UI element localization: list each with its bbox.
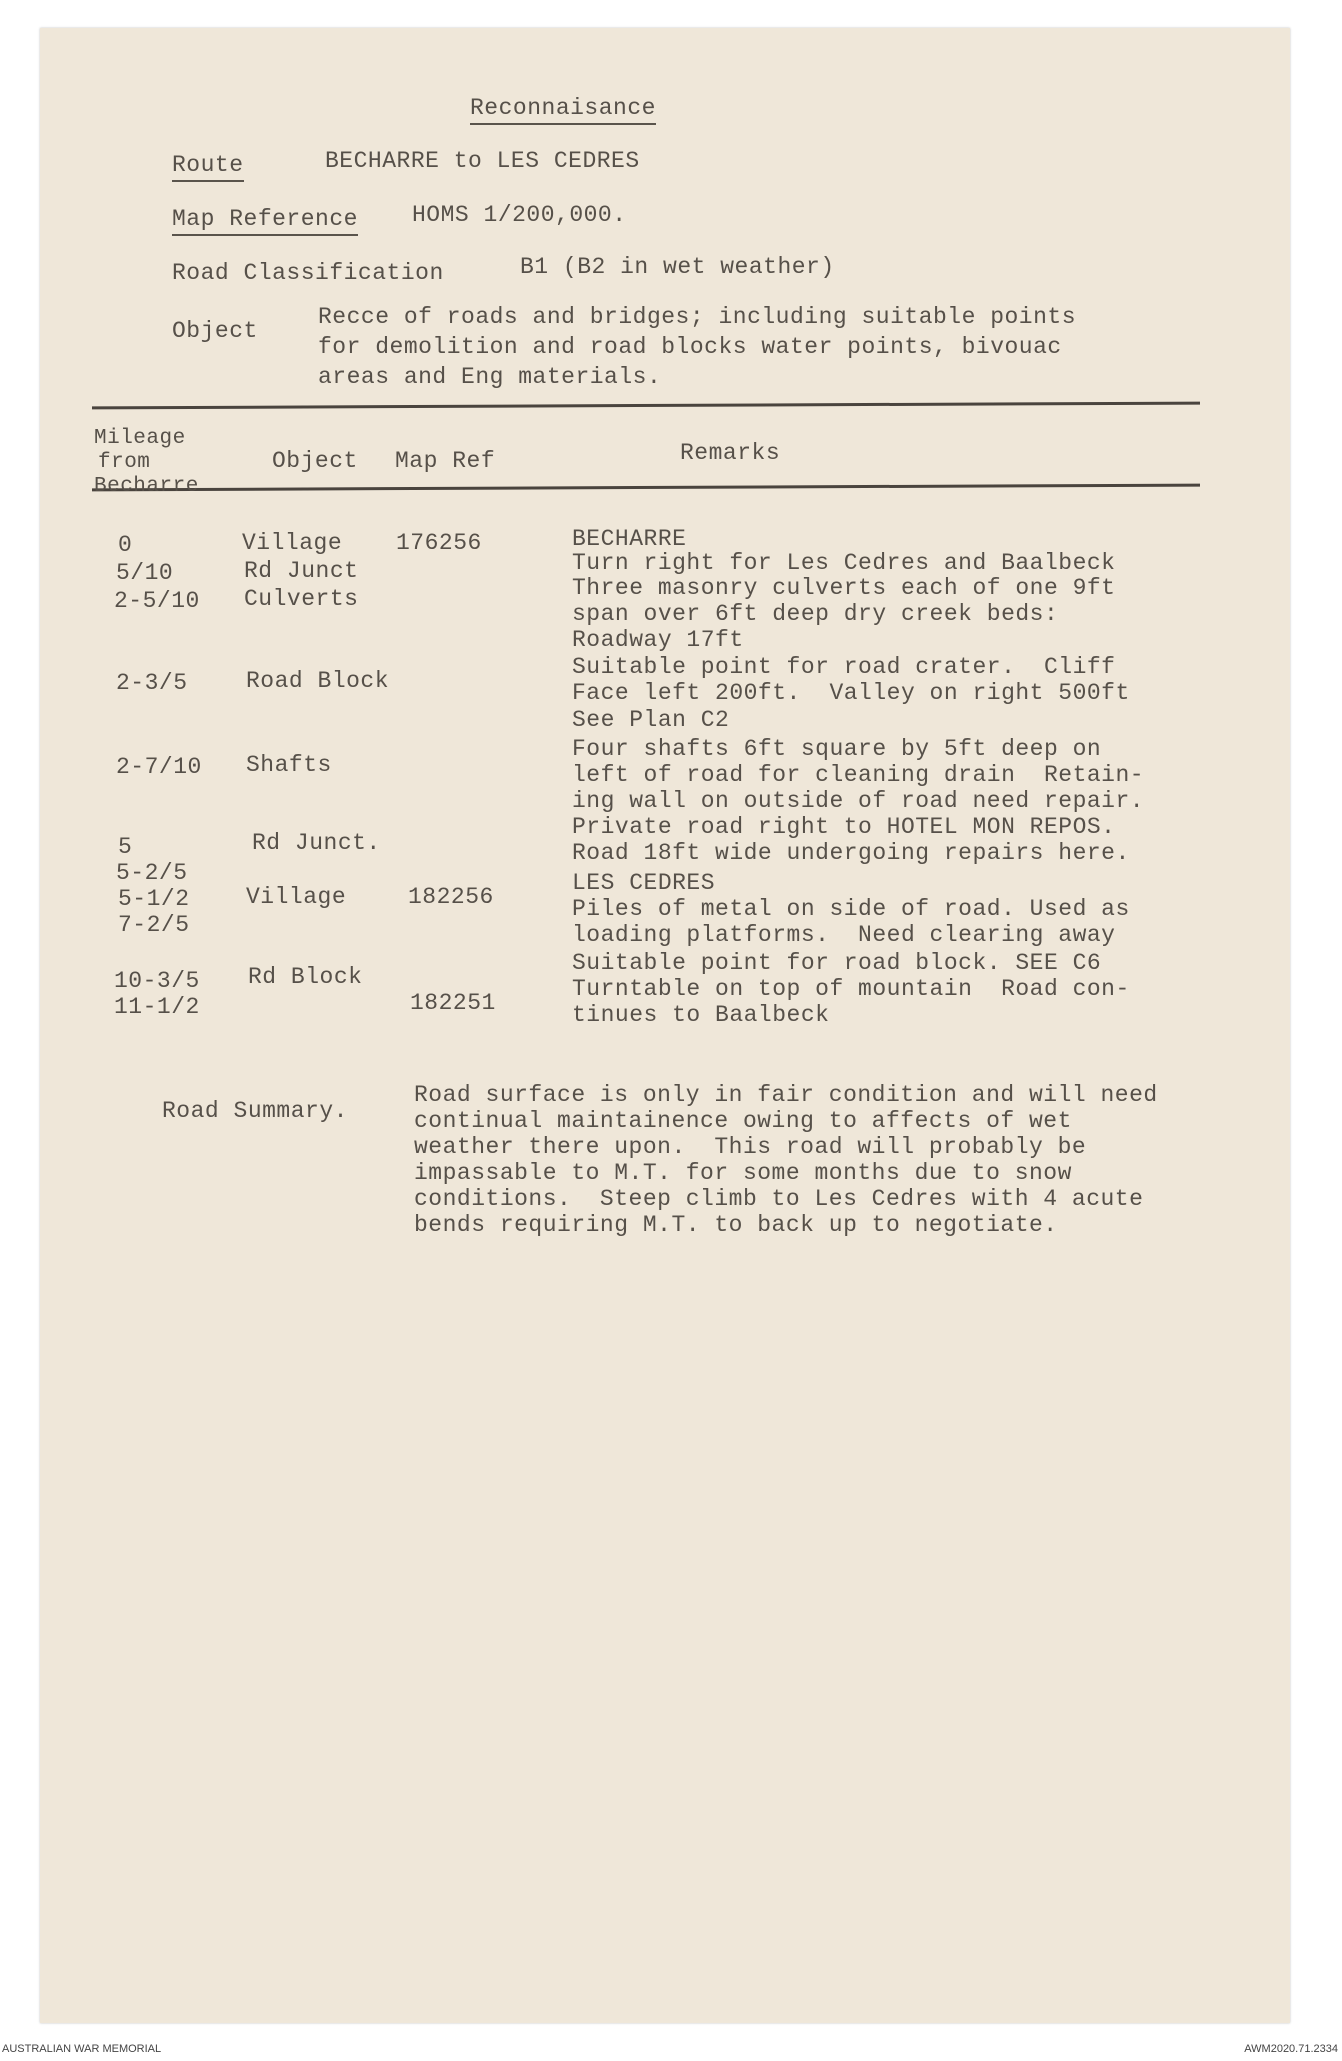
- footer-accession-number: AWM2020.71.2334: [1244, 2043, 1338, 2055]
- header-mileage: Becharre: [94, 475, 199, 498]
- header-mileage: from: [98, 451, 151, 474]
- remark-line: Piles of metal on side of road. Used as: [572, 896, 1130, 922]
- object-cell: Village: [246, 884, 347, 910]
- map-ref-cell: 176256: [396, 530, 482, 556]
- remark-line: Private road right to HOTEL MON REPOS.: [572, 814, 1116, 840]
- route-label: Route: [172, 152, 244, 182]
- summary-line: conditions. Steep climb to Les Cedres with 4 acute: [414, 1186, 1144, 1212]
- remark-line: Roadway 17ft: [572, 627, 744, 653]
- mileage-cell: 2-5/10: [114, 588, 200, 614]
- summary-line: bends requiring M.T. to back up to negotiate.: [414, 1212, 1058, 1238]
- object-cell: Village: [242, 530, 343, 556]
- object-line: for demolition and road blocks water points, bivouac: [318, 334, 1062, 360]
- remark-line: Suitable point for road block. SEE C6: [572, 950, 1102, 976]
- header-remarks: Remarks: [680, 440, 781, 466]
- header-mileage: Mileage: [94, 427, 186, 450]
- mileage-cell: 0: [118, 532, 133, 558]
- mileage-cell: 2-7/10: [116, 754, 202, 780]
- mileage-cell: 5-2/5: [116, 860, 188, 886]
- object-cell: Road Block: [246, 668, 390, 694]
- map-reference-label: Map Reference: [172, 206, 358, 236]
- remark-line: Suitable point for road crater. Cliff: [572, 654, 1116, 680]
- object-cell: Culverts: [244, 586, 359, 612]
- map-ref-cell: 182256: [408, 884, 494, 910]
- remark-line: Road 18ft wide undergoing repairs here.: [572, 840, 1130, 866]
- remark-line: Turntable on top of mountain Road con-: [572, 976, 1130, 1002]
- route-value: BECHARRE to LES CEDRES: [325, 148, 640, 174]
- summary-line: Road surface is only in fair condition and will need: [414, 1082, 1158, 1108]
- mileage-cell: 5/10: [116, 560, 174, 586]
- remark-line: BECHARRE: [572, 526, 687, 552]
- summary-line: impassable to M.T. for some months due to snow: [414, 1160, 1072, 1186]
- mileage-cell: 10-3/5: [114, 968, 200, 994]
- map-ref-cell: 182251: [410, 990, 496, 1016]
- road-classification-value: B1 (B2 in wet weather): [520, 254, 835, 280]
- remark-line: tinues to Baalbeck: [572, 1002, 830, 1028]
- mileage-cell: 2-3/5: [116, 670, 188, 696]
- header-object: Object: [272, 448, 358, 474]
- summary-line: weather there upon. This road will probably be: [414, 1134, 1087, 1160]
- mileage-cell: 5: [118, 834, 133, 860]
- remark-line: span over 6ft deep dry creek beds:: [572, 601, 1059, 627]
- remark-line: Face left 200ft. Valley on right 500ft: [572, 680, 1130, 706]
- object-line: Recce of roads and bridges; including suitable points: [318, 304, 1077, 330]
- road-summary-label: Road Summary.: [162, 1098, 348, 1124]
- summary-line: continual maintainence owing to affects of wet: [414, 1108, 1072, 1134]
- remark-line: Four shafts 6ft square by 5ft deep on: [572, 736, 1102, 762]
- object-cell: Rd Block: [248, 964, 363, 990]
- mileage-cell: 5-1/2: [118, 886, 190, 912]
- object-cell: Shafts: [246, 752, 332, 778]
- document-title: Reconnaisance: [470, 95, 656, 125]
- mileage-cell: 7-2/5: [118, 912, 190, 938]
- remark-line: left of road for cleaning drain Retain-: [572, 762, 1145, 788]
- header-map-ref: Map Ref: [395, 448, 496, 474]
- road-classification-label: Road Classification: [172, 260, 444, 286]
- footer-credit: AUSTRALIAN WAR MEMORIAL: [2, 2043, 162, 2055]
- remark-line: Three masonry culverts each of one 9ft: [572, 575, 1116, 601]
- object-cell: Rd Junct: [244, 558, 359, 584]
- object-line: areas and Eng materials.: [318, 364, 662, 390]
- object-cell: Rd Junct.: [252, 830, 381, 856]
- map-reference-value: HOMS 1/200,000.: [412, 202, 627, 228]
- remark-line: Turn right for Les Cedres and Baalbeck: [572, 550, 1116, 576]
- object-label: Object: [172, 318, 258, 344]
- mileage-cell: 11-1/2: [114, 994, 200, 1020]
- remark-line: loading platforms. Need clearing away: [572, 922, 1116, 948]
- remark-line: See Plan C2: [572, 707, 730, 733]
- remark-line: LES CEDRES: [572, 870, 716, 896]
- remark-line: ing wall on outside of road need repair.: [572, 788, 1145, 814]
